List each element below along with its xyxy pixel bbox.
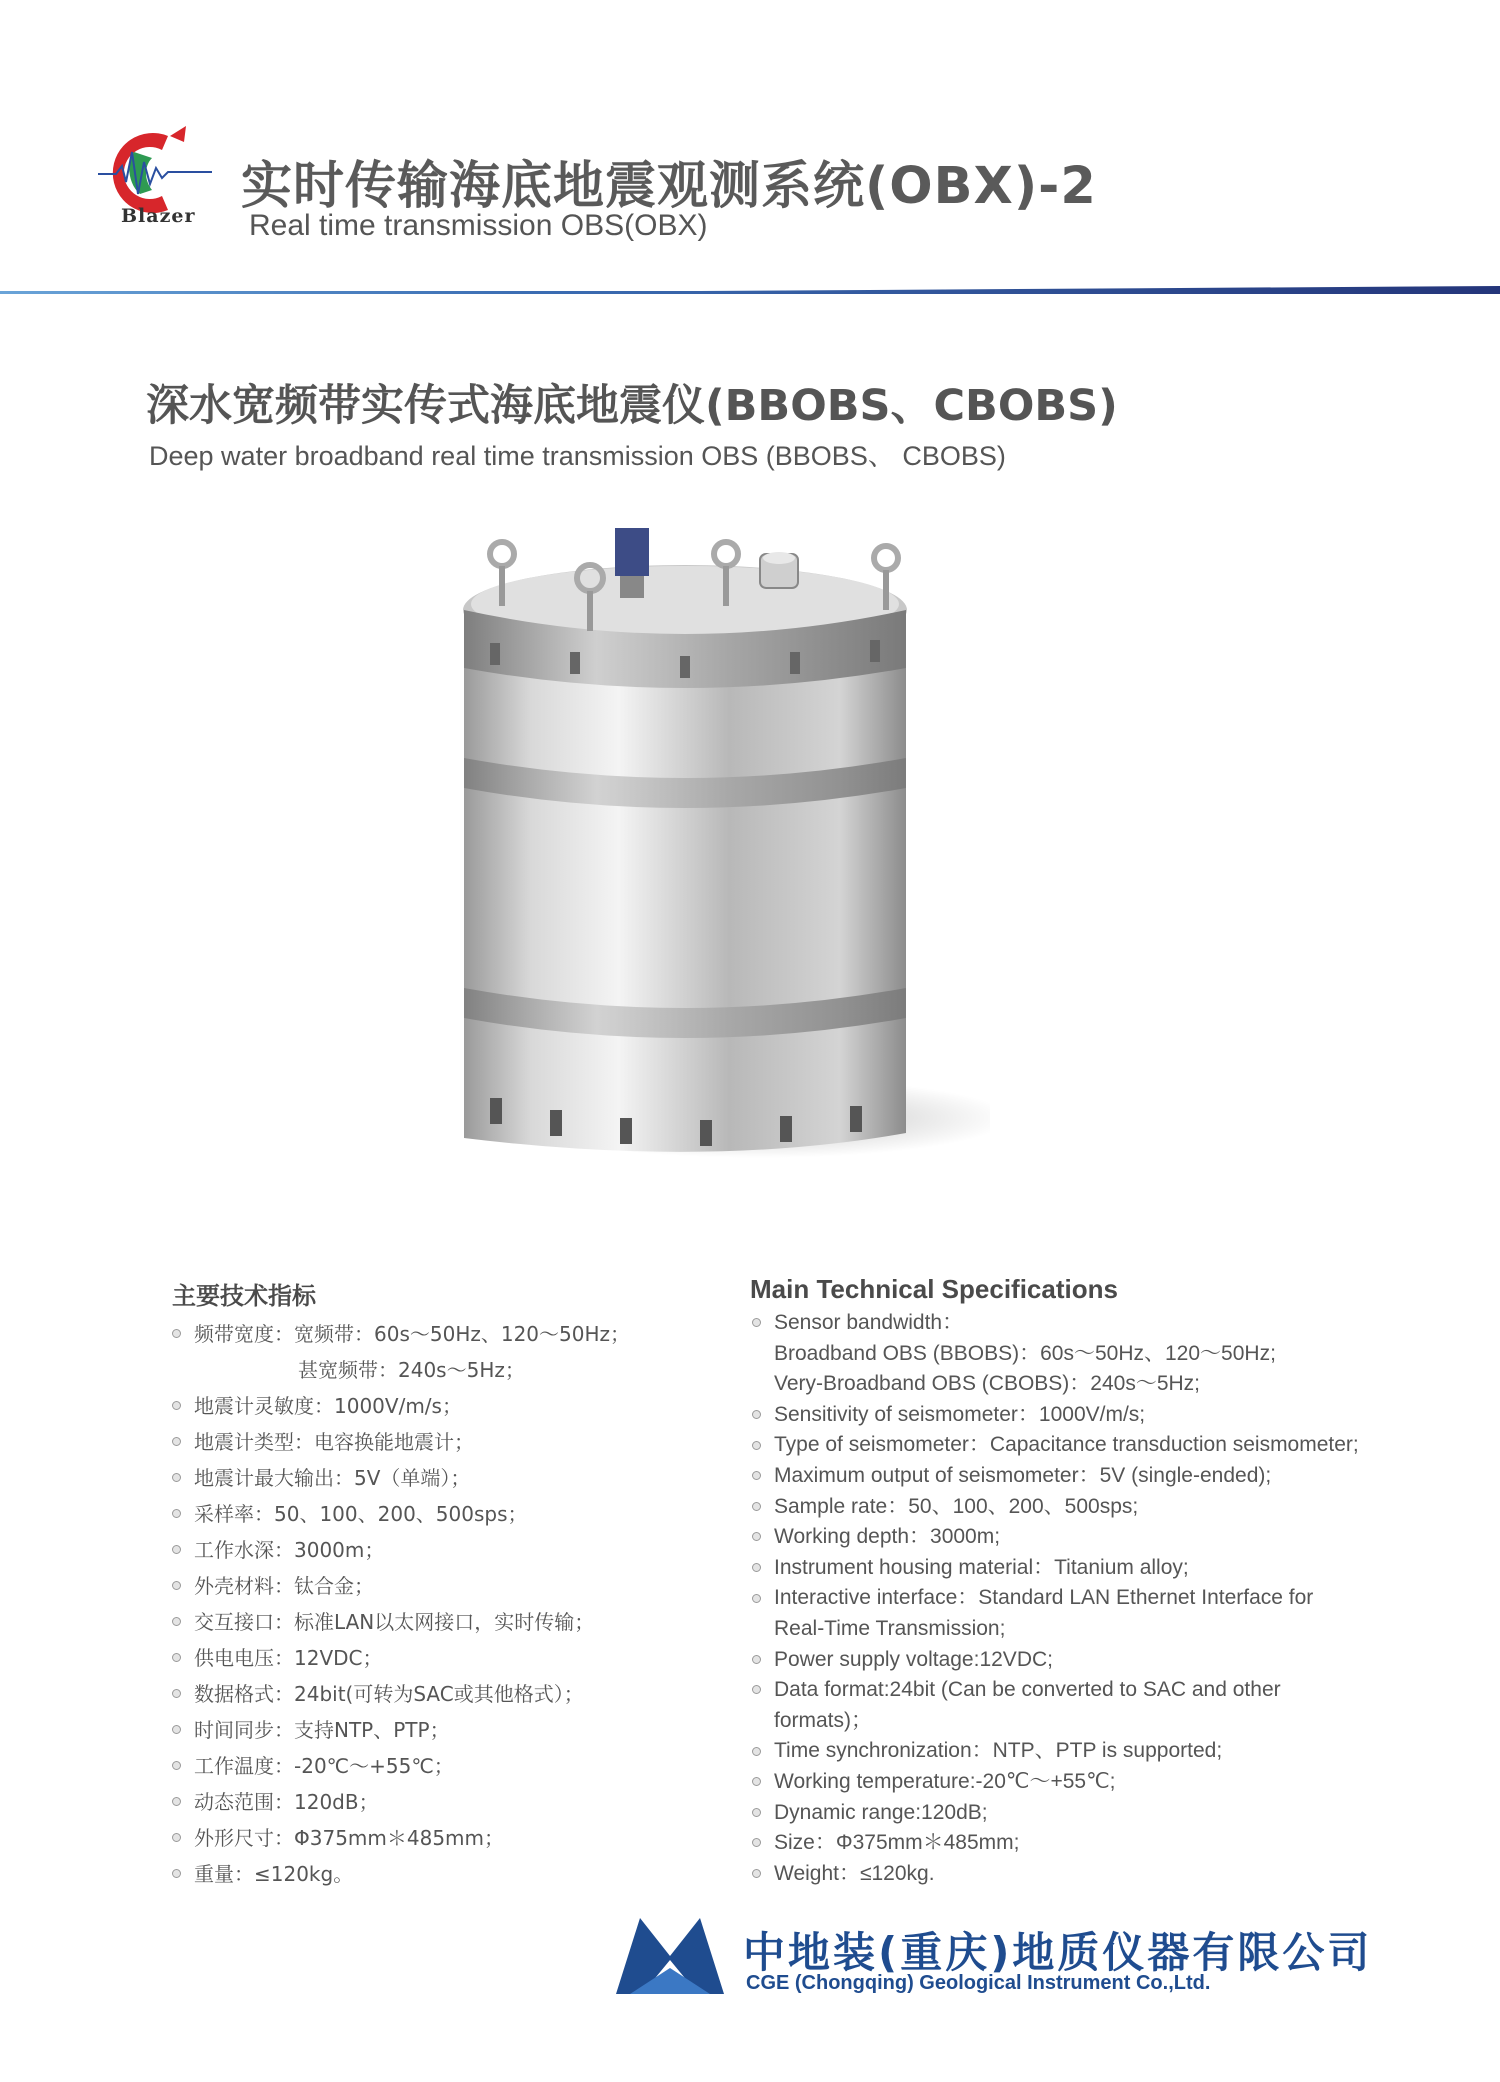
list-item: Sensor bandwidth：	[752, 1308, 1359, 1339]
list-item: 地震计最大输出：5V（单端）；	[172, 1460, 630, 1496]
list-item: Dynamic range:120dB;	[752, 1798, 1359, 1829]
list-item: Broadband OBS (BBOBS)：60s～50Hz、120～50Hz;	[774, 1341, 1276, 1365]
list-item: Type of seismometer：Capacitance transduction seismometer;	[752, 1430, 1359, 1461]
bullet-icon	[752, 1563, 761, 1572]
bullet-icon	[172, 1869, 181, 1878]
bullet-icon	[752, 1685, 761, 1694]
bullet-icon	[752, 1532, 761, 1541]
bullet-icon	[752, 1410, 761, 1419]
bullet-icon	[172, 1653, 181, 1662]
bullet-icon	[752, 1838, 761, 1847]
company-name-cn: 中地装(重庆)地质仪器有限公司	[743, 1928, 1373, 1977]
list-item: formats)；	[774, 1708, 873, 1732]
logo-text: Blazer	[121, 205, 196, 227]
list-item: Power supply voltage:12VDC;	[752, 1645, 1359, 1676]
header-divider	[0, 286, 1500, 294]
list-item: Size：Φ375mm＊485mm;	[752, 1828, 1359, 1859]
specs-en-heading: Main Technical Specifications	[750, 1274, 1118, 1304]
list-item: 外形尺寸：Φ375mm＊485mm；	[172, 1820, 630, 1856]
list-item: 交互接口：标准LAN以太网接口，实时传输；	[172, 1604, 630, 1640]
bullet-icon	[172, 1833, 181, 1842]
company-logo-icon	[614, 1916, 726, 1998]
bullet-icon	[752, 1808, 761, 1817]
bullet-icon	[752, 1594, 761, 1603]
page-subtitle: Real time transmission OBS(OBX)	[249, 209, 708, 242]
list-item: Weight：≤120kg.	[752, 1859, 1359, 1890]
bullet-icon	[172, 1329, 181, 1338]
list-item: 供电电压：12VDC；	[172, 1640, 630, 1676]
bullet-icon	[752, 1747, 761, 1756]
list-item: 外壳材料：钛合金；	[172, 1568, 630, 1604]
bullet-icon	[752, 1869, 761, 1878]
list-item: 采样率：50、100、200、500sps；	[172, 1496, 630, 1532]
list-item: Working temperature:-20℃～+55℃;	[752, 1767, 1359, 1798]
bullet-icon	[172, 1797, 181, 1806]
list-item: 工作温度：-20℃～+55℃；	[172, 1748, 630, 1784]
list-item: 重量：≤120kg。	[172, 1856, 630, 1892]
list-item: 地震计类型：电容换能地震计；	[172, 1424, 630, 1460]
list-item: Interactive interface：Standard LAN Ethernet Interface for	[752, 1583, 1359, 1614]
specs-cn-list	[172, 1316, 630, 1892]
company-name-en: CGE (Chongqing) Geological Instrument Co.,Ltd.	[746, 1972, 1211, 1994]
bullet-icon	[172, 1473, 181, 1482]
list-item: Maximum output of seismometer：5V (single-ended);	[752, 1461, 1359, 1492]
specs-cn-heading: 主要技术指标	[172, 1282, 316, 1310]
page-title: 实时传输海底地震观测系统(OBX)-2	[241, 157, 1097, 216]
bullet-icon	[172, 1401, 181, 1410]
bullet-icon	[752, 1777, 761, 1786]
list-item: Sample rate：50、100、200、500sps;	[752, 1492, 1359, 1523]
list-item: Time synchronization：NTP、PTP is supported;	[752, 1736, 1359, 1767]
list-item: 工作水深：3000m；	[172, 1532, 630, 1568]
bullet-icon	[172, 1725, 181, 1734]
list-item: Working depth：3000m;	[752, 1522, 1359, 1553]
obs-instrument-image	[430, 518, 990, 1178]
bullet-icon	[172, 1509, 181, 1518]
bullet-icon	[752, 1502, 761, 1511]
bullet-icon	[172, 1581, 181, 1590]
list-item: Real-Time Transmission;	[774, 1616, 1006, 1640]
bullet-icon	[172, 1761, 181, 1770]
list-item: 动态范围：120dB；	[172, 1784, 630, 1820]
bullet-icon	[752, 1441, 761, 1450]
bullet-icon	[172, 1545, 181, 1554]
specs-en-list	[752, 1308, 1359, 1889]
list-item: Very-Broadband OBS (CBOBS)：240s～5Hz;	[774, 1372, 1201, 1396]
bullet-icon	[752, 1471, 761, 1480]
bullet-icon	[752, 1655, 761, 1664]
product-subtitle: Deep water broadband real time transmission OBS (BBOBS、 CBOBS)	[149, 441, 1006, 471]
list-item: 数据格式：24bit(可转为SAC或其他格式）；	[172, 1676, 630, 1712]
list-item: 频带宽度：宽频带：60s～50Hz、120～50Hz；	[172, 1316, 630, 1352]
list-item: Sensitivity of seismometer：1000V/m/s;	[752, 1400, 1359, 1431]
bullet-icon	[752, 1318, 761, 1327]
bullet-icon	[172, 1437, 181, 1446]
list-item: 地震计灵敏度：1000V/m/s；	[172, 1388, 630, 1424]
product-title: 深水宽频带实传式海底地震仪(BBOBS、CBOBS)	[146, 381, 1118, 431]
bullet-icon	[172, 1689, 181, 1698]
list-item: 时间同步：支持NTP、PTP；	[172, 1712, 630, 1748]
list-item: 甚宽频带：240s～5Hz；	[298, 1358, 525, 1382]
list-item: Data format:24bit (Can be converted to SAC and other	[752, 1675, 1359, 1706]
bullet-icon	[172, 1617, 181, 1626]
list-item: Instrument housing material：Titanium alloy;	[752, 1553, 1359, 1584]
